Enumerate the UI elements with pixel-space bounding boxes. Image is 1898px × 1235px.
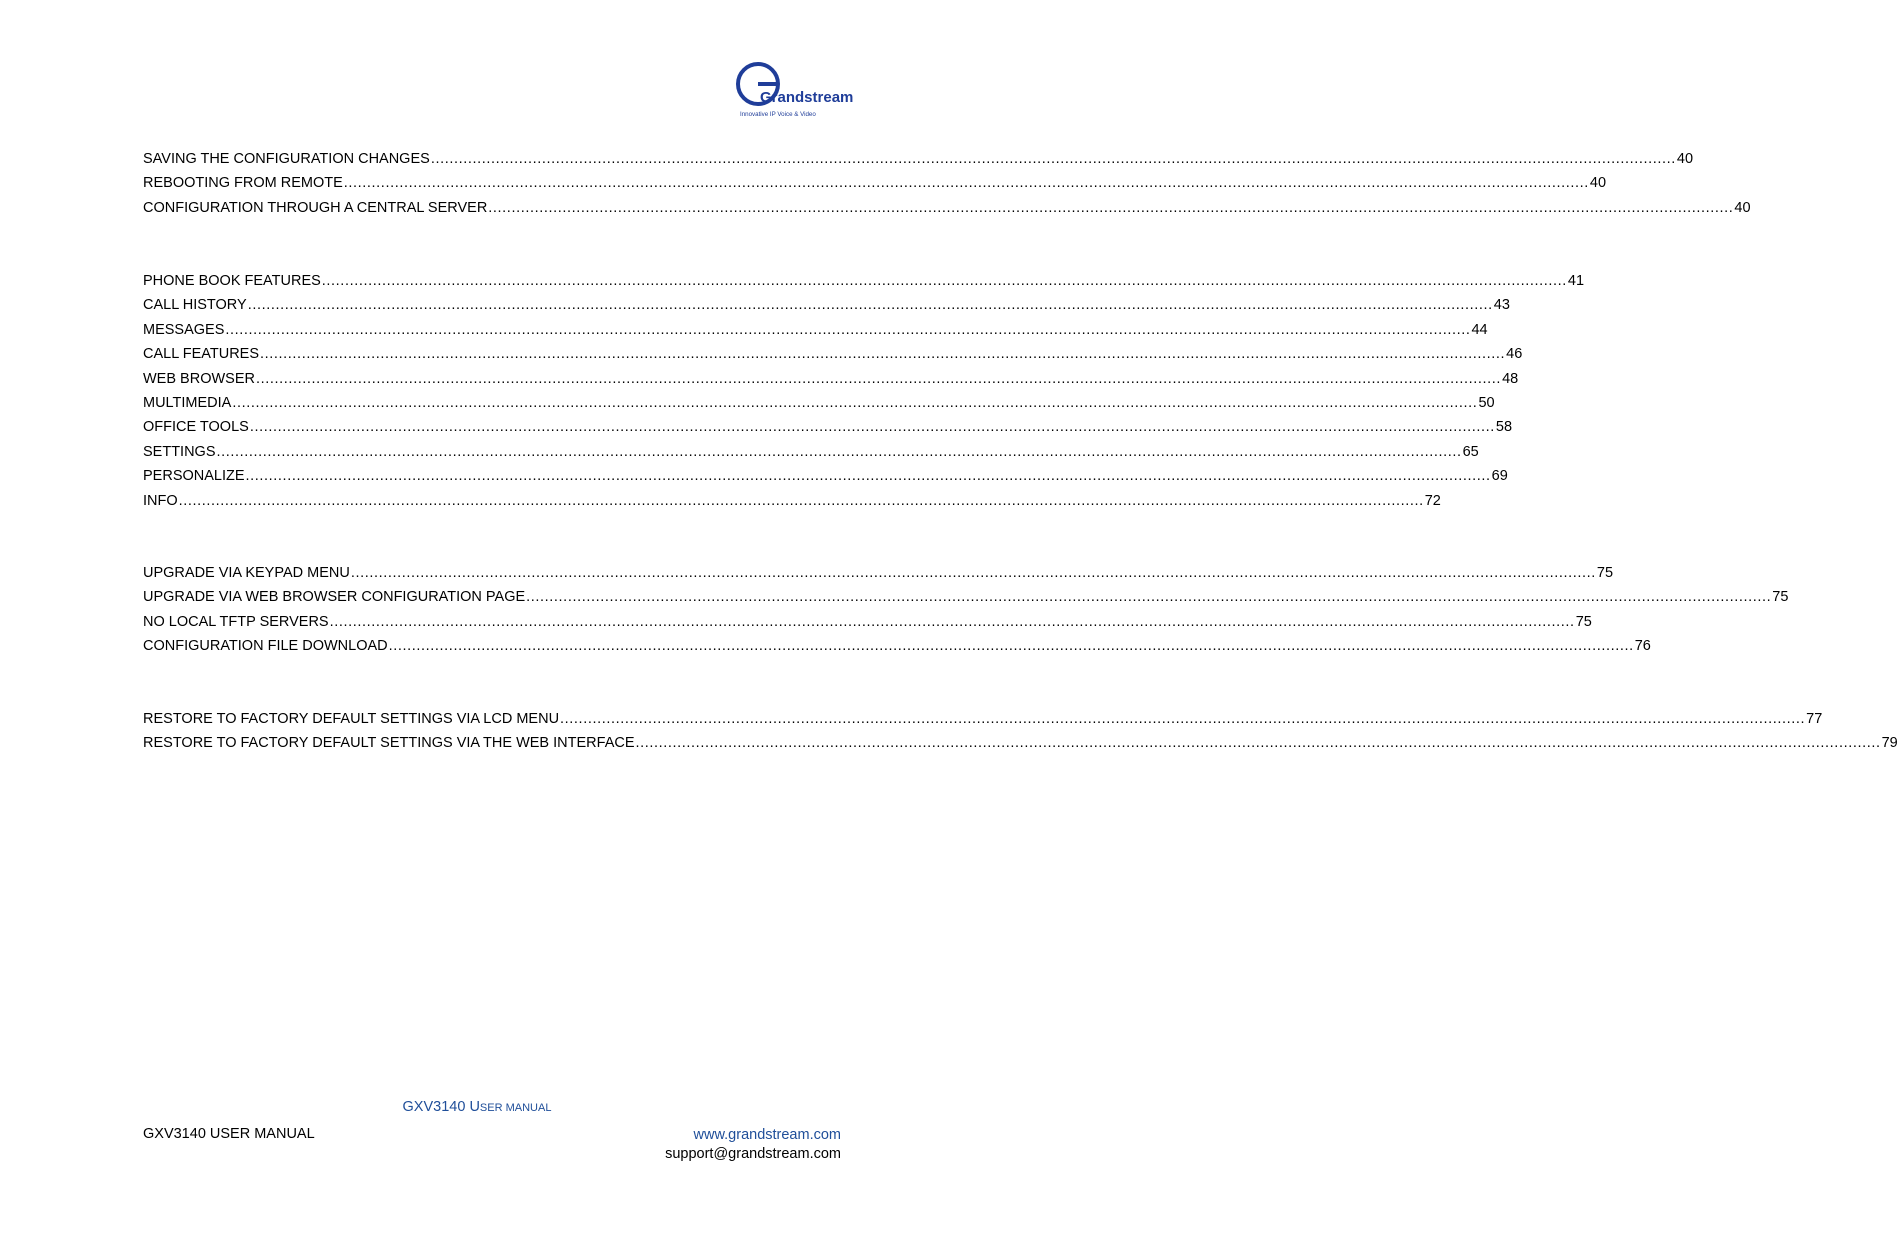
footer-title-main: GXV3140 U bbox=[402, 1099, 480, 1115]
toc-entry-page: 75 bbox=[1575, 613, 1592, 630]
toc-entry[interactable] bbox=[143, 269, 1585, 293]
toc-group-4 bbox=[143, 707, 1898, 756]
toc-leader-dots bbox=[179, 489, 1424, 513]
toc-leader-dots bbox=[636, 731, 1881, 755]
toc-leader-dots bbox=[526, 585, 1771, 609]
toc-entry-page: 76 bbox=[1634, 638, 1651, 655]
toc-entry-page: 46 bbox=[1506, 346, 1523, 363]
toc-entry-page: 58 bbox=[1495, 419, 1513, 436]
toc-entry-title: UPGRADE VIA WEB BROWSER CONFIGURATION PAGE bbox=[143, 589, 526, 606]
toc-entry-title: PERSONALIZE bbox=[143, 468, 245, 485]
toc-entry-page: 40 bbox=[1734, 199, 1751, 216]
toc-entry-title: MESSAGES bbox=[143, 321, 225, 338]
toc-entry-title: OFFICE TOOLS bbox=[143, 419, 249, 436]
toc-leader-dots bbox=[351, 561, 1596, 585]
footer-title-smallcaps: SER MANUAL bbox=[479, 1102, 552, 1114]
toc-leader-dots bbox=[225, 318, 1470, 342]
toc-entry[interactable] bbox=[143, 318, 1488, 342]
website-link[interactable]: www.grandstream.com bbox=[693, 1127, 841, 1143]
toc-entry[interactable] bbox=[143, 707, 1823, 731]
toc-entry[interactable] bbox=[143, 610, 1592, 634]
toc-entry[interactable] bbox=[143, 196, 1751, 220]
toc-leader-dots bbox=[250, 415, 1495, 439]
toc-entry[interactable] bbox=[143, 147, 1694, 171]
toc-entry[interactable] bbox=[143, 171, 1607, 195]
toc-entry-page: 72 bbox=[1424, 492, 1441, 509]
toc-entry-title: NO LOCAL TFTP SERVERS bbox=[143, 613, 329, 630]
logo-tagline: Innovative IP Voice & Video bbox=[740, 111, 816, 118]
toc-entry-page: 69 bbox=[1491, 468, 1508, 485]
toc-entry-page: 79 bbox=[1881, 735, 1898, 752]
toc-entry-page: 65 bbox=[1462, 443, 1479, 460]
toc-entry-title: INFO bbox=[143, 492, 178, 509]
footer-document-title bbox=[0, 1099, 954, 1115]
toc-entry-title: WEB BROWSER bbox=[143, 370, 255, 387]
toc-entry-page: 75 bbox=[1596, 565, 1614, 581]
toc-leader-dots bbox=[322, 269, 1567, 293]
toc-leader-dots bbox=[256, 367, 1501, 391]
toc-entry[interactable] bbox=[143, 731, 1898, 755]
footer-contact bbox=[665, 1126, 841, 1164]
support-email[interactable]: support@grandstream.com bbox=[665, 1146, 841, 1162]
toc-entry[interactable] bbox=[143, 440, 1479, 464]
toc-entry[interactable] bbox=[143, 634, 1651, 658]
toc-entry-title: MULTIMEDIA bbox=[143, 394, 232, 411]
toc-leader-dots bbox=[232, 391, 1477, 415]
toc-leader-dots bbox=[248, 293, 1493, 317]
toc-entry-page: 40 bbox=[1589, 175, 1607, 192]
toc-entry[interactable] bbox=[143, 415, 1513, 439]
grandstream-logo bbox=[736, 60, 854, 120]
toc-entry[interactable] bbox=[143, 367, 1519, 391]
toc-leader-dots bbox=[217, 440, 1462, 464]
toc-entry-title: CONFIGURATION FILE DOWNLOAD bbox=[143, 638, 388, 655]
toc-entry-page: 41 bbox=[1567, 273, 1585, 289]
toc-entry[interactable] bbox=[143, 489, 1441, 513]
toc-entry-page: 40 bbox=[1676, 151, 1694, 167]
toc-leader-dots bbox=[260, 342, 1505, 366]
toc-entry-page: 77 bbox=[1806, 711, 1823, 727]
logo-wordmark: Grandstream bbox=[760, 89, 854, 106]
toc-entry-page: 44 bbox=[1471, 321, 1488, 338]
toc-leader-dots bbox=[431, 147, 1676, 171]
toc-entry-title: SAVING THE CONFIGURATION CHANGES bbox=[143, 151, 430, 167]
toc-entry-page: 75 bbox=[1772, 589, 1789, 606]
toc-entry-title: CONFIGURATION THROUGH A CENTRAL SERVER bbox=[143, 199, 488, 216]
toc-entry-page: 43 bbox=[1493, 297, 1510, 314]
toc-entry-page: 48 bbox=[1502, 370, 1519, 387]
toc-entry[interactable] bbox=[143, 585, 1789, 609]
toc-entry[interactable] bbox=[143, 561, 1614, 585]
toc-entry[interactable] bbox=[143, 342, 1523, 366]
toc-entry-title: SETTINGS bbox=[143, 443, 216, 460]
toc-leader-dots bbox=[246, 464, 1491, 488]
toc-entry-title: UPGRADE VIA KEYPAD MENU bbox=[143, 565, 350, 581]
toc-entry[interactable] bbox=[143, 391, 1495, 415]
toc-leader-dots bbox=[560, 707, 1805, 731]
toc-leader-dots bbox=[330, 610, 1575, 634]
toc-entry-page: 50 bbox=[1478, 394, 1495, 411]
toc-entry[interactable] bbox=[143, 464, 1508, 488]
toc-leader-dots bbox=[389, 634, 1634, 658]
toc-entry-title: CALL HISTORY bbox=[143, 297, 247, 314]
toc-group-3 bbox=[143, 561, 1789, 659]
toc-leader-dots bbox=[488, 196, 1733, 220]
toc-leader-dots bbox=[344, 171, 1589, 195]
toc-group-2 bbox=[143, 269, 1585, 513]
footer-manual-name: GXV3140 USER MANUAL bbox=[143, 1126, 315, 1142]
toc-entry-title: CALL FEATURES bbox=[143, 346, 260, 363]
toc-entry-title: RESTORE TO FACTORY DEFAULT SETTINGS VIA THE WEB INTERFACE bbox=[143, 735, 635, 752]
toc-entry[interactable] bbox=[143, 293, 1510, 317]
toc-group-1 bbox=[143, 147, 1751, 220]
toc-entry-title: RESTORE TO FACTORY DEFAULT SETTINGS VIA LCD MENU bbox=[143, 711, 560, 727]
toc-entry-title: PHONE BOOK FEATURES bbox=[143, 273, 321, 289]
toc-entry-title: REBOOTING FROM REMOTE bbox=[143, 175, 343, 192]
